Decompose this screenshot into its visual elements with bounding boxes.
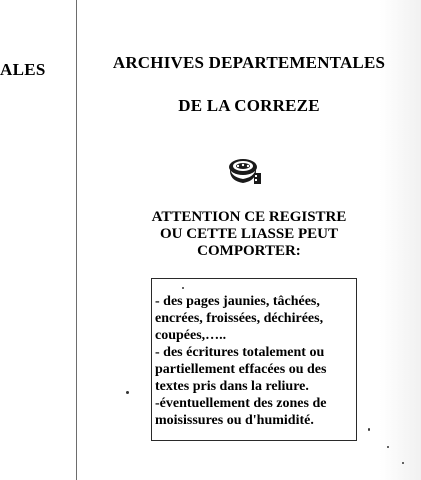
warning-box <box>151 278 357 441</box>
scan-speck <box>387 446 389 448</box>
right-page <box>77 0 421 480</box>
archive-title: ARCHIVES DEPARTEMENTALES <box>112 53 386 72</box>
warning-item: - des pages jaunies, tâchées, encrées, froissées, déchirées, coupées,….. <box>155 294 324 343</box>
warning-item: -éventuellement des zones de moisissures ou d'humidité. <box>155 396 327 428</box>
scan-speck <box>368 428 370 431</box>
left-page-title-fragment: ALES <box>0 60 46 79</box>
scan-speck <box>182 287 184 289</box>
left-page <box>0 0 76 480</box>
film-reel-icon <box>227 155 263 187</box>
warning-heading <box>137 209 361 260</box>
scan-speck <box>402 462 404 464</box>
archive-subtitle: DE LA CORREZE <box>178 96 320 115</box>
scan-speck <box>126 391 129 394</box>
warning-list <box>155 293 355 429</box>
warning-item: - des écritures totalement ou partiellement effacées ou des textes pris dans la reliure. <box>155 345 327 394</box>
warning-heading-text: ATTENTION CE REGISTRE OU CETTE LIASSE PEUT COMPORTER: <box>151 209 347 259</box>
